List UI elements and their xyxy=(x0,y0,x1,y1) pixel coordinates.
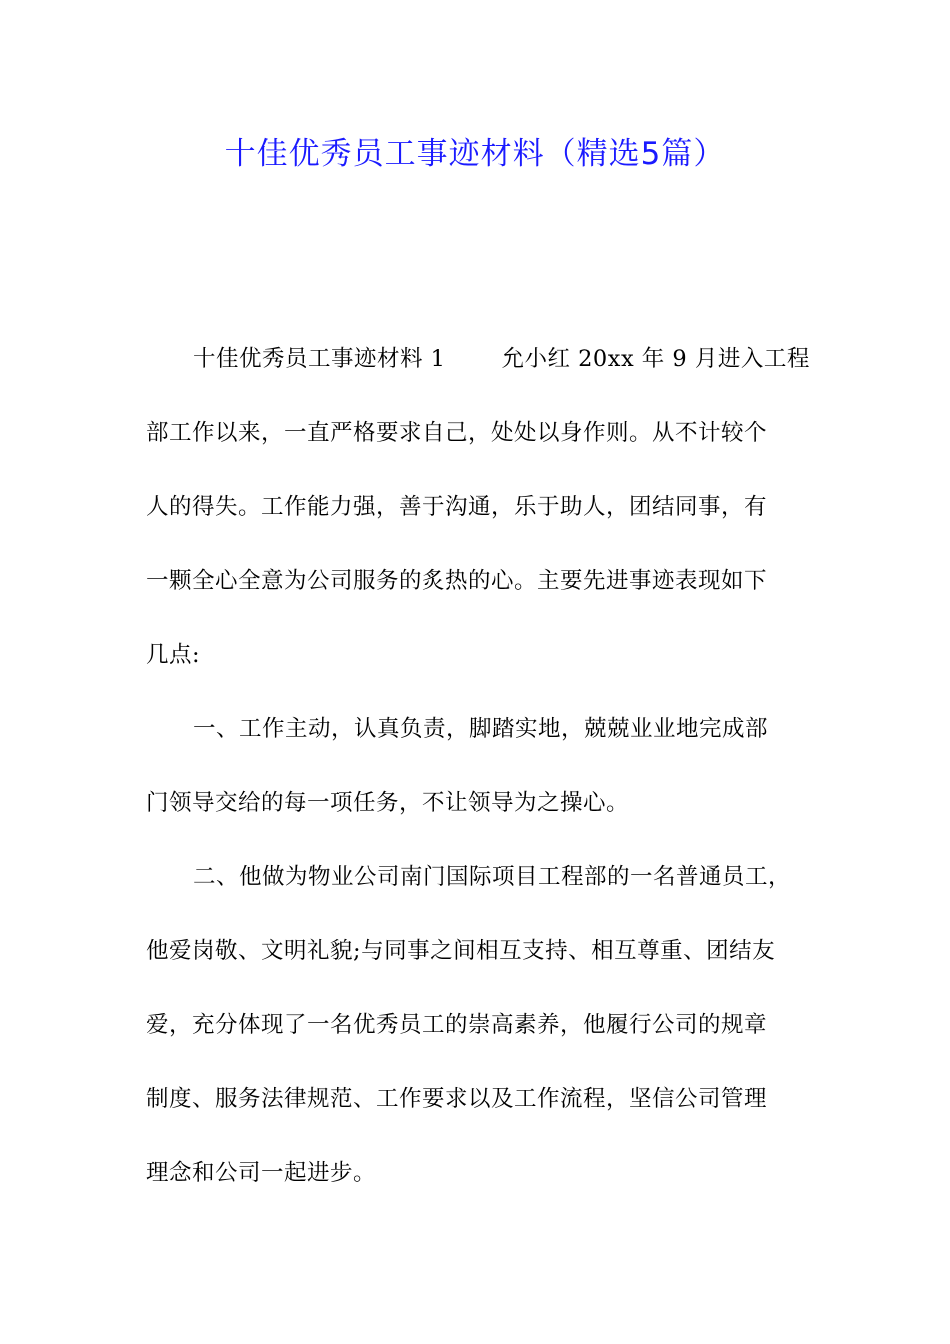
paragraph-line: 他爱岗敬、文明礼貌;与同事之间相互支持、相互尊重、团结友 xyxy=(146,938,776,964)
paragraph-line: 爱，充分体现了一名优秀员工的崇高素养，他履行公司的规章 xyxy=(146,1012,768,1038)
paragraph-line: 门领导交给的每一项任务，不让领导为之操心。 xyxy=(146,790,630,816)
paragraph-line: 人的得失。工作能力强，善于沟通，乐于助人，团结同事，有 xyxy=(146,494,768,520)
paragraph-line: 理念和公司一起进步。 xyxy=(146,1160,377,1186)
document-body xyxy=(146,338,808,1226)
paragraph-line: 一颗全心全意为公司服务的炙热的心。主要先进事迹表现如下 xyxy=(146,568,768,594)
document-title: 十佳优秀员工事迹材料（精选5篇） xyxy=(224,136,726,172)
paragraph-line: 一、工作主动，认真负责，脚踏实地，兢兢业业地完成部 xyxy=(193,716,769,742)
paragraph-line: 部工作以来，一直严格要求自己，处处以身作则。从不计较个 xyxy=(146,420,768,446)
paragraph-line xyxy=(146,338,808,412)
paragraph-line: 几点: xyxy=(146,642,201,668)
paragraph-text: 允小红 20xx 年 9 月进入工程 xyxy=(501,346,810,372)
paragraph-line: 二、他做为物业公司南门国际项目工程部的一名普通员工， xyxy=(193,864,792,890)
paragraph-line: 制度、服务法律规范、工作要求以及工作流程，坚信公司管理 xyxy=(146,1086,768,1112)
section-heading: 十佳优秀员工事迹材料 1 xyxy=(193,346,446,372)
